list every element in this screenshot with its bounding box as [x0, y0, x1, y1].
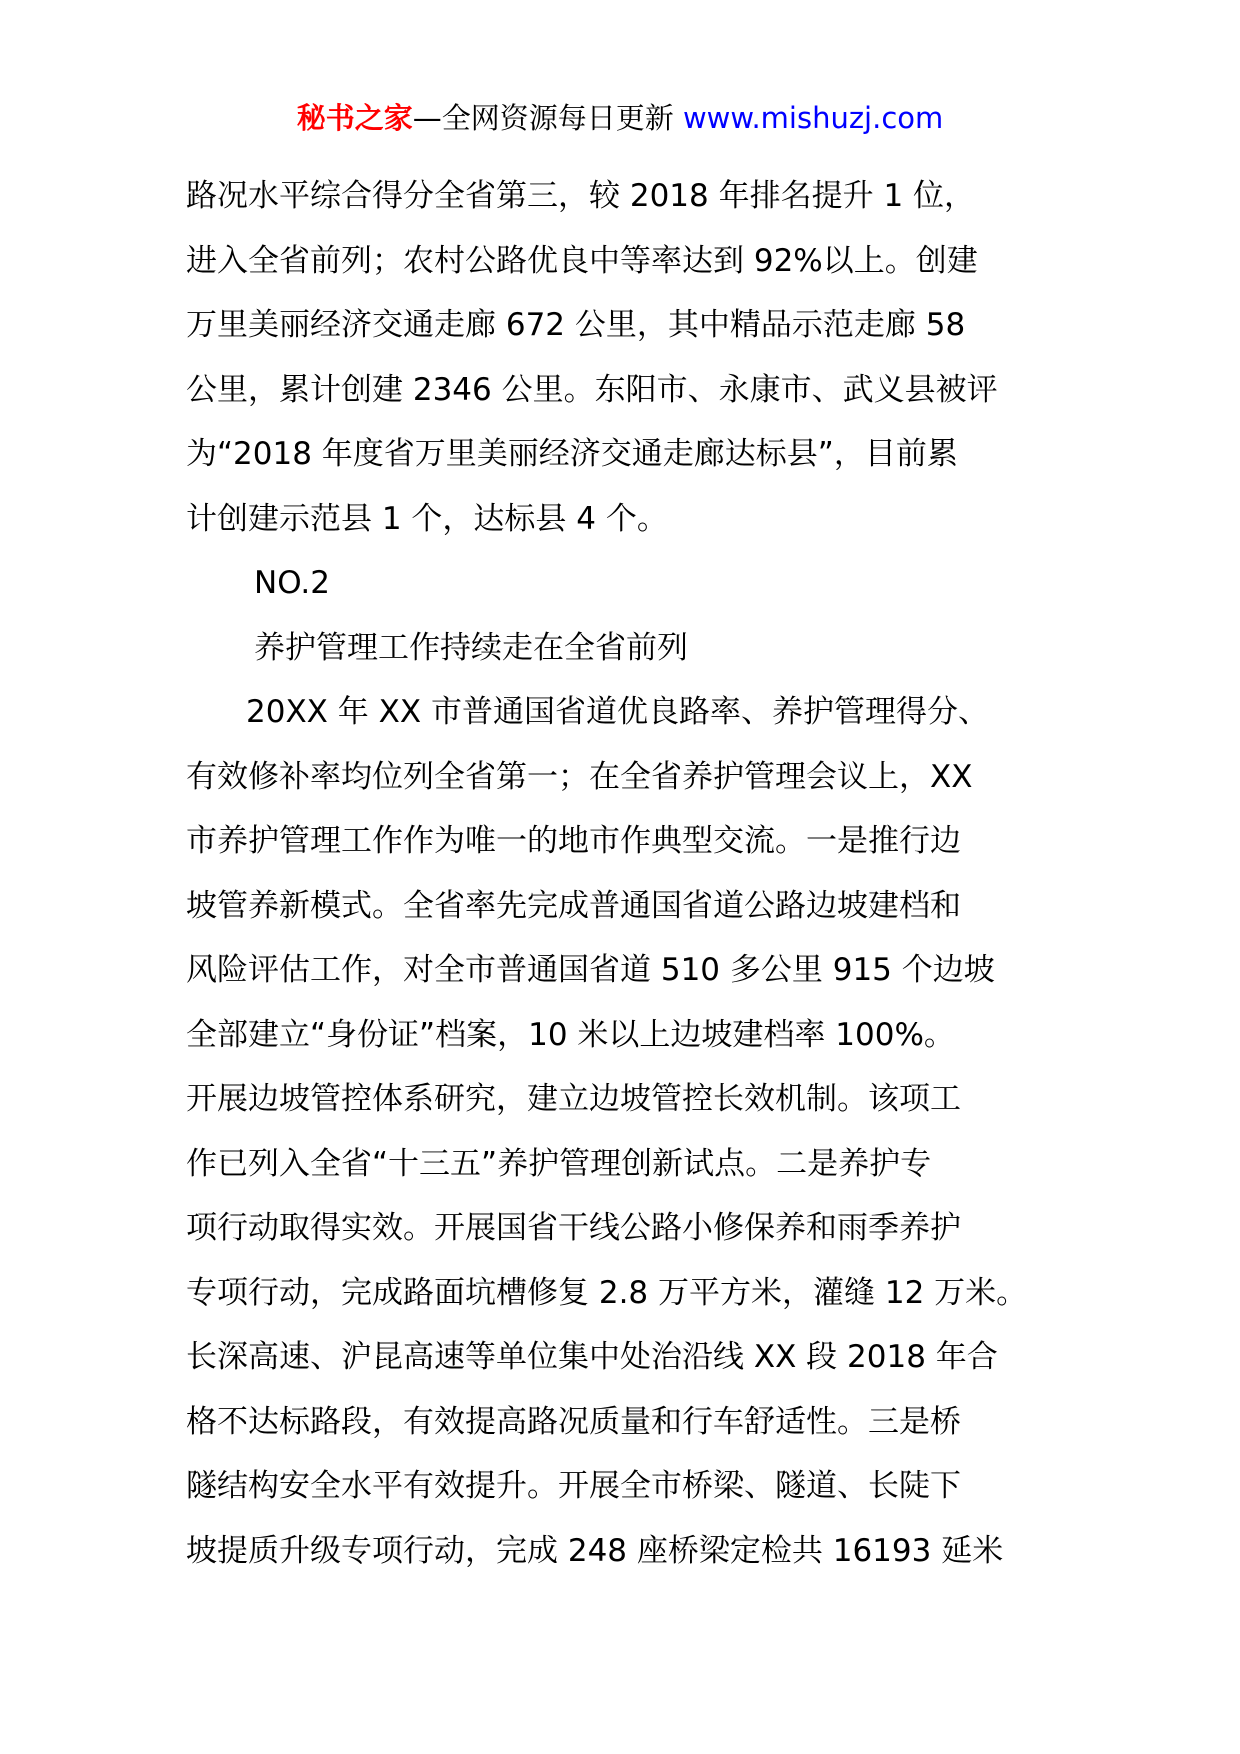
text-line: 坡提质升级专项行动，完成 248 座桥梁定检共 16193 延米	[186, 1532, 1004, 1569]
text-line: 万里美丽经济交通走廊 672 公里，其中精品示范走廊 58	[186, 307, 966, 343]
paragraph-start: 20XX 年 XX 市普通国省道优良路率、养护管理得分、	[246, 694, 989, 730]
text-line: 路况水平综合得分全省第三，较 2018 年排名提升 1 位，	[186, 178, 976, 214]
text-line: 公里，累计创建 2346 公里。东阳市、永康市、武义县被评	[186, 371, 998, 408]
text-line: 为“2018 年度省万里美丽经济交通走廊达标县”，目前累	[186, 436, 958, 472]
text-line: 开展边坡管控体系研究，建立边坡管控长效机制。该项工	[186, 1081, 961, 1117]
brand-name: 秘书之家	[296, 101, 413, 135]
section-heading: 养护管理工作持续走在全省前列	[254, 629, 688, 666]
text-line: 有效修补率均位列全省第一；在全省养护管理会议上，XX	[186, 758, 973, 795]
text-line: 风险评估工作，对全市普通国省道 510 多公里 915 个边坡	[186, 952, 995, 988]
text-line: 全部建立“身份证”档案，10 米以上边坡建档率 100%。	[186, 1016, 955, 1053]
document-body	[186, 164, 1066, 1583]
text-line: 作已列入全省“十三五”养护管理创新试点。二是养护专	[186, 1145, 932, 1182]
header-tagline: —全网资源每日更新	[412, 101, 683, 135]
text-line: 隧结构安全水平有效提升。开展全市桥梁、隧道、长陡下	[186, 1468, 961, 1504]
text-line: 项行动取得实效。开展国省干线公路小修保养和雨季养护	[186, 1210, 961, 1246]
text-line: 市养护管理工作作为唯一的地市作典型交流。一是推行边	[186, 823, 961, 859]
text-line: 坡管养新模式。全省率先完成普通国省道公路边坡建档和	[186, 887, 961, 924]
text-line: 进入全省前列；农村公路优良中等率达到 92%以上。创建	[186, 242, 978, 279]
website-link[interactable]: www.mishuzj.com	[682, 101, 944, 135]
text-line: 计创建示范县 1 个，达标县 4 个。	[186, 500, 668, 537]
text-line: 格不达标路段，有效提高路况质量和行车舒适性。三是桥	[186, 1403, 961, 1440]
text-line: 长深高速、沪昆高速等单位集中处治沿线 XX 段 2018 年合	[186, 1339, 998, 1375]
page-header	[0, 98, 1240, 138]
text-line: 专项行动，完成路面坑槽修复 2.8 万平方米，灌缝 12 万米。	[186, 1274, 1028, 1311]
section-number: NO.2	[254, 565, 330, 601]
